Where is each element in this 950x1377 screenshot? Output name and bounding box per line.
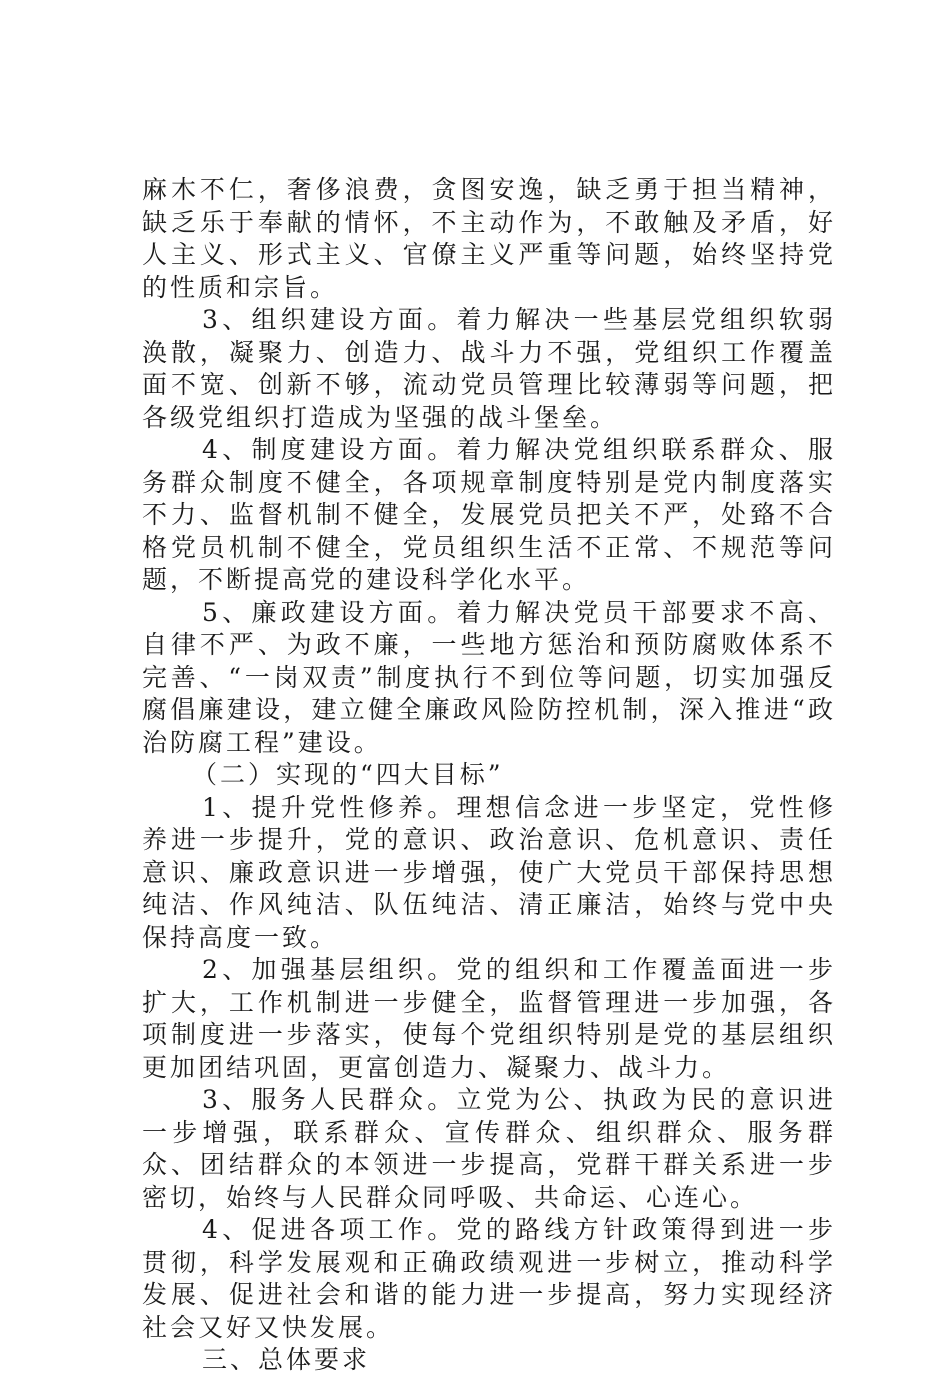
paragraph-organization-building: 3、组织建设方面。着力解决一些基层党组织软弱涣散，凝聚力、创造力、战斗力不强，党组织工作覆盖面不宽、创新不够，流动党员管理比较薄弱等问题，把各级党组织打造成为坚强的战斗堡垒。 [142, 305, 836, 432]
paragraph-goal-grassroots: 2、加强基层组织。党的组织和工作覆盖面进一步扩大，工作机制进一步健全，监督管理进一步加强，各项制度进一步落实，使每个党组织特别是党的基层组织更加团结巩固，更富创造力、凝聚力、战斗力。 [142, 955, 836, 1082]
paragraph-goal-promote-work: 4、促进各项工作。党的路线方针政策得到进一步贯彻，科学发展观和正确政绩观进一步树立，推动科学发展、促进社会和谐的能力进一步提高，努力实现经济社会又好又快发展。 [142, 1215, 836, 1342]
section-heading-four-goals: （二）实现的“四大目标” [192, 760, 504, 789]
paragraph-goal-serve-people: 3、服务人民群众。立党为公、执政为民的意识进一步增强，联系群众、宣传群众、组织群众、服务群众、团结群众的本领进一步提高，党群干群关系进一步密切，始终与人民群众同呼吸、共命运、心连心。 [142, 1085, 836, 1212]
document-body [142, 174, 836, 1377]
paragraph-goal-party-spirit: 1、提升党性修养。理想信念进一步坚定，党性修养进一步提升，党的意识、政治意识、危机意识、责任意识、廉政意识进一步增强，使广大党员干部保持思想纯洁、作风纯洁、队伍纯洁、清正廉洁，始终与党中央保持高度一致。 [142, 792, 836, 952]
paragraph-system-building: 4、制度建设方面。着力解决党组织联系群众、服务群众制度不健全，各项规章制度特别是党内制度落实不力、监督机制不健全，发展党员把关不严，处臵不合格党员机制不健全，党员组织生活不正常、不规范等问题，不断提高党的建设科学化水平。 [142, 435, 836, 594]
section-heading-overall-requirements: 三、总体要求 [202, 1345, 371, 1374]
paragraph-integrity-building: 5、廉政建设方面。着力解决党员干部要求不高、自律不严、为政不廉，一些地方惩治和预防腐败体系不完善、“一岗双责”制度执行不到位等问题，切实加强反腐倡廉建设，建立健全廉政风险防控机制，深入推进“政治防腐工程”建设。 [142, 597, 836, 757]
paragraph-continuation: 麻木不仁，奢侈浪费，贪图安逸，缺乏勇于担当精神，缺乏乐于奉献的情怀，不主动作为，不敢触及矛盾，好人主义、形式主义、官僚主义严重等问题，始终坚持党的性质和宗旨。 [142, 175, 836, 302]
